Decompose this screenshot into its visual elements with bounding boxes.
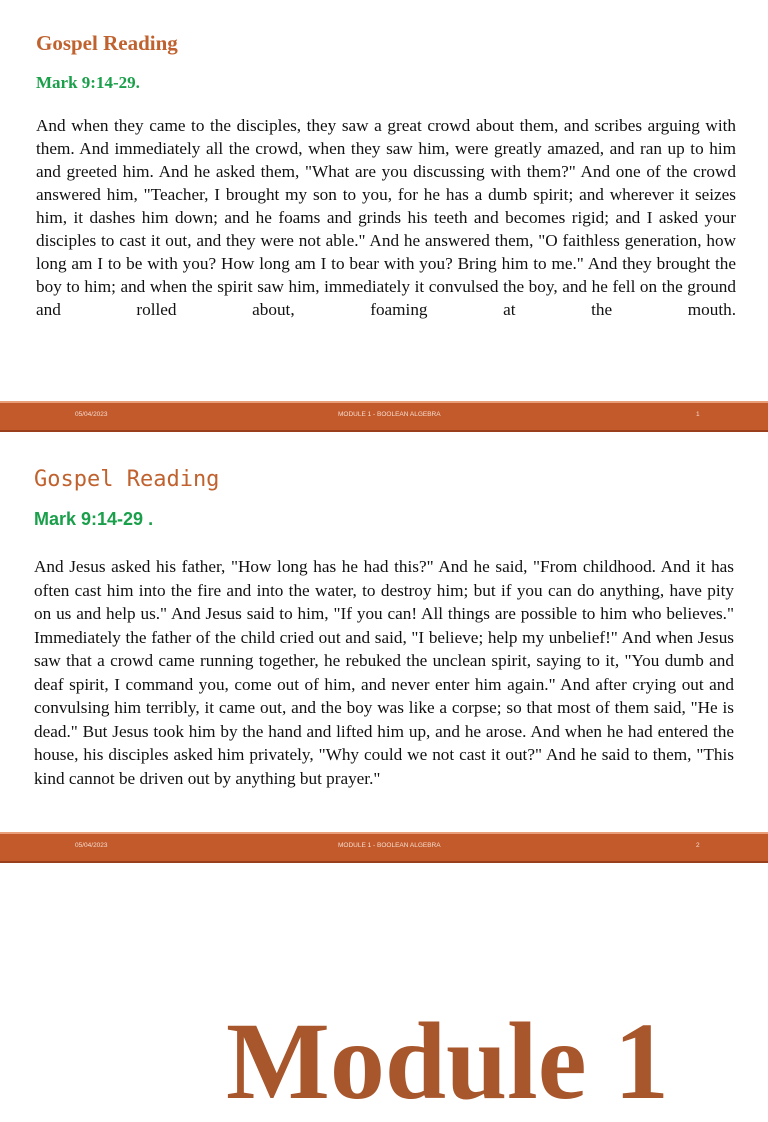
reading-text: And when they came to the disciples, they saw a great crowd about them, and scribes arguing with them. And immediately all the crowd, when they saw him, were greatly amazed, and ran up to him and greeted him. And he asked them, "What are you discussing with them?" And one of the crowd answered him, "Teacher, I brought my son to you, for he has a dumb spirit; and wherever it seizes him, it dashes him down; and he foams and grinds his teeth and becomes rigid; and I asked your disciples to cast it out, and they were not able." And he answered them, "O faithless generation, how long am I to be with you? How long am I to bear with you? Bring him to me." And they brought the boy to him; and when the spirit saw him, immediately it convulsed the boy, and he fell on the ground and rolled about, foaming at the mouth. (36, 116, 736, 319)
slide-1 (0, 0, 768, 432)
slide-footer (0, 832, 768, 863)
footer-date: 05/04/2023 (75, 842, 108, 849)
slide-title: Gospel Reading (34, 467, 220, 492)
footer-date: 05/04/2023 (75, 411, 108, 418)
scripture-reference: Mark 9:14-29 . (34, 509, 154, 529)
module-title: Module 1 (226, 1000, 670, 1122)
scripture-reference: Mark 9:14-29. (36, 73, 140, 92)
slide-3 (0, 866, 768, 1122)
footer-module: MODULE 1 - BOOLEAN ALGEBRA (338, 842, 441, 849)
footer-module: MODULE 1 - BOOLEAN ALGEBRA (338, 411, 441, 418)
reading-text: And Jesus asked his father, "How long has he had this?" And he said, "From childhood. And it has often cast him into the fire and into the water, to destroy him; but if you can do anything, have pity on us and help us." And Jesus said to him, "If you can! All things are possible to him who believes." Immediately the father of the child cried out and said, "I believe; help my unbelief!" And when Jesus saw that a crowd came running together, he rebuked the unclean spirit, saying to it, "You dumb and deaf spirit, I command you, come out of him, and never enter him again." And after crying out and convulsing him terribly, it came out, and the boy was like a corpse; so that most of them said, "He is dead." But Jesus took him by the hand and lifted him up, and he arose. And when he had entered the house, his disciples asked him privately, "Why could we not cast it out?" And he said to them, "This kind cannot be driven out by anything but prayer." (34, 557, 734, 788)
slide-2 (0, 433, 768, 866)
slide-footer (0, 401, 768, 432)
footer-page-number: 1 (696, 411, 700, 418)
slide-title: Gospel Reading (36, 31, 178, 55)
footer-page-number: 2 (696, 842, 700, 849)
